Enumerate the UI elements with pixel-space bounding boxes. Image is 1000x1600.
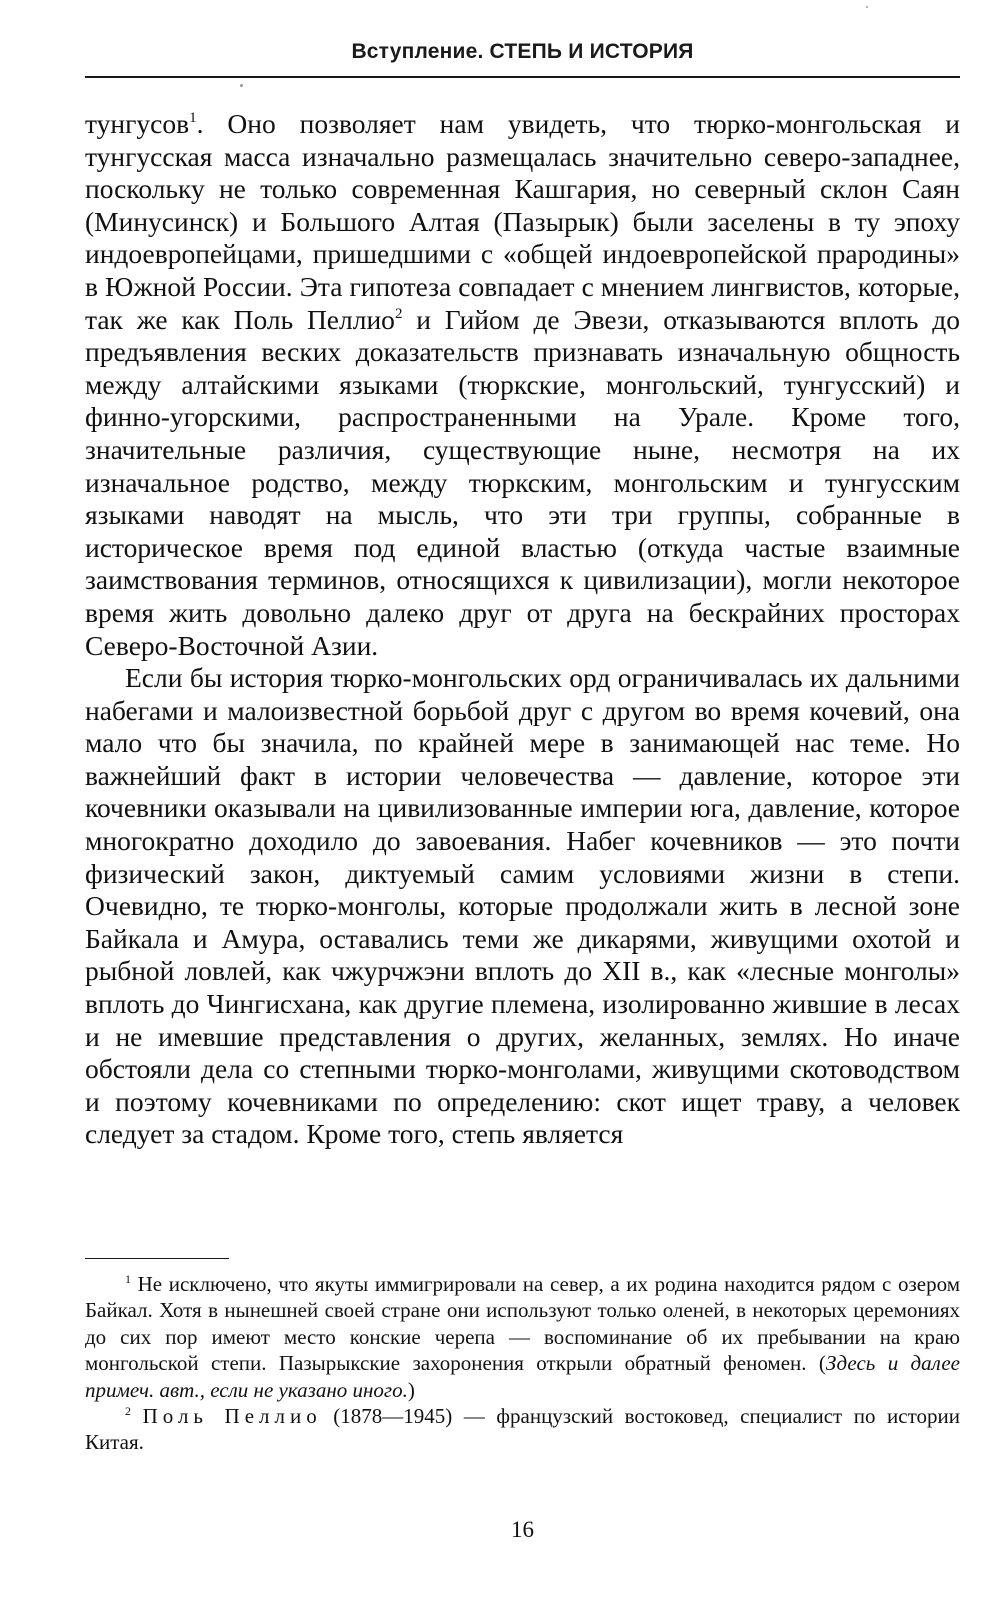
footnote-1-text: Не исключено, что якуты иммигрировали на север, а их родина находится рядом с озером Байкал. Хотя в нынешней своей стране они используют только оленей, в некоторых церемониях до сих пор имеют место конские черепа — воспоминание об их пребывании на краю монгольской степи. Пазырыкские захоронения открыли обратный феномен. (: [85, 1272, 960, 1376]
footnote-2-person-name: Поль Пеллио: [142, 1404, 322, 1429]
running-title: Вступление. СТЕПЬ И ИСТОРИЯ: [351, 40, 694, 63]
footnote-ref-2: 2: [394, 305, 403, 322]
scan-speck: [240, 84, 243, 87]
footnote-rule: [85, 1258, 229, 1259]
paragraph-1-part-1: . Оно позволяет нам увидеть, что тюрко-монгольская и тунгусская масса изначально размещалась значительно северо-западнее, поскольку не только современная Кашгария, но северный склон Саян (Минусинск) и Большого Алтая (Пазырык) были заселены в ту эпоху индоевропейцами, пришедшими с «общей индоевропейской прародины» в Южной России. Эта гипотеза совпадает с мнением лингвистов, которые, так же как Поль Пеллио: [85, 108, 960, 335]
footnote-2: [85, 1403, 960, 1456]
paragraph-1-part-2: и Гийом де Эвези, отказываются вплоть до предъявления веских доказательств признавать изначальную общность между алтайскими языками (тюркские, монгольский, тунгусский) и финно-угорскими, распространенными на Урале. Кроме того, значительные различия, существующие ныне, несмотря на их изначальное родство, между тюркским, монгольским и тунгусским языками наводят на мысль, что эти три группы, собранные в историческое время под единой властью (откуда частые взаимные заимствования терминов, относящихся к цивилизации), могли некоторое время жить довольно далеко друг от друга на бескрайних просторах Северо-Восточной Азии.: [85, 303, 961, 661]
paragraph-1-start: тунгусов: [85, 108, 190, 139]
header-rule: [85, 76, 960, 78]
footnote-2-mark: 2: [125, 1404, 131, 1419]
footnote-2-text: (1878—1945) — французский востоковед, специалист по истории Китая.: [85, 1404, 960, 1455]
footnote-1: [85, 1271, 960, 1403]
footnotes: [85, 1271, 960, 1456]
scan-speck: [866, 6, 868, 8]
footnote-ref-1: 1: [189, 110, 197, 126]
paragraph-1: [85, 108, 960, 662]
paragraph-2: Если бы история тюрко-монгольских орд ограничивалась их дальними набегами и малоизвестной борьбой друг с другом во время кочевий, она мало что бы значила, по крайней мере в занимающей нас теме. Но важнейший факт в истории человечества — давление, которое эти кочевники оказывали на цивилизованные империи юга, давление, которое многократно доходило до завоевания. Набег кочевников — это почти физический закон, диктуемый самим условиями жизни в степи. Очевидно, те тюрко-монголы, которые продолжали жить в лесной зоне Байкала и Амура, оставались теми же дикарями, живущими охотой и рыбной ловлей, как чжурчжэни вплоть до XII в., как «лесные монголы» вплоть до Чингисхана, как другие племена, изолированно жившие в лесах и не имевшие представления о других, желанных, землях. Но иначе обстояли дела со степными тюрко-монголами, живущими скотоводством и поэтому кочевниками по определению: скот ищет траву, а человек следует за стадом. Кроме того, степь является: [85, 662, 960, 1150]
main-text: [85, 108, 960, 1151]
page-number: 16: [511, 1517, 534, 1542]
footnote-1-close: ): [407, 1377, 415, 1402]
footnote-1-editor-note: Здесь и далее примеч. авт., если не указано иного.: [85, 1351, 960, 1402]
footnote-1-mark: 1: [125, 1272, 131, 1286]
